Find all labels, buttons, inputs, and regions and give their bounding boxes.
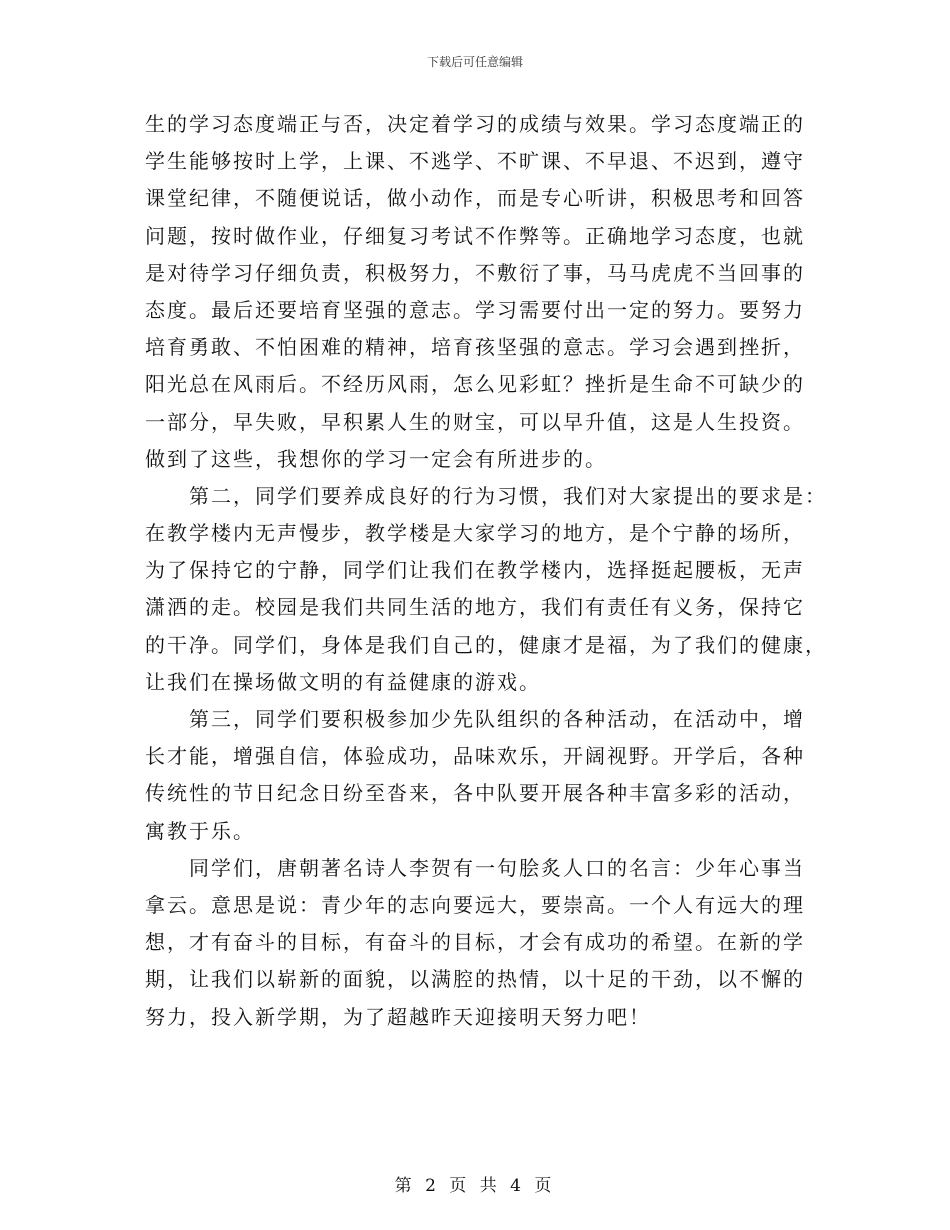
paragraph-start-line: 第三，同学们要积极参加少先队组织的各种活动，在活动中，增	[189, 707, 805, 731]
text-line: 让我们在操场做文明的有益健康的游戏。	[145, 669, 541, 694]
text-line: 培育勇敢、不怕困难的精神，培育孩坚强的意志。学习会遇到挫折，	[145, 335, 805, 360]
page-number: 第 2 页 共 4 页	[394, 1176, 556, 1196]
text-line: 课堂纪律，不随便说话，做小动作，而是专心听讲，积极思考和回答	[145, 186, 805, 211]
page-header: 下载后可任意编辑	[426, 55, 523, 69]
text-line: 在教学楼内无声慢步，教学楼是大家学习的地方，是个宁静的场所，	[145, 521, 805, 546]
text-line: 努力，投入新学期，为了超越昨天迎接明天努力吧！	[145, 1004, 651, 1029]
text-line: 态度。最后还要培育坚强的意志。学习需要付出一定的努力。要努力	[145, 297, 805, 322]
text-line: 阳光总在风雨后。不经历风雨，怎么见彩虹？挫折是生命不可缺少的	[145, 372, 805, 397]
text-line: 一部分，早失败，早积累人生的财宝，可以早升值，这是人生投资。	[145, 409, 805, 434]
text-line: 是对待学习仔细负责，积极努力，不敷衍了事，马马虎虎不当回事的	[145, 260, 805, 285]
text-line: 生的学习态度端正与否，决定着学习的成绩与效果。学习态度端正的	[145, 112, 805, 136]
text-line: 做到了这些，我想你的学习一定会有所进步的。	[145, 446, 607, 471]
text-line: 期，让我们以崭新的面貌，以满腔的热情，以十足的干劲，以不懈的	[145, 967, 805, 992]
text-line: 学生能够按时上学，上课、不逃学、不旷课、不早退、不迟到，遵守	[145, 149, 805, 174]
text-line: 拿云。意思是说：青少年的志向要远大，要崇高。一个人有远大的理	[145, 892, 805, 917]
text-line: 寓教于乐。	[145, 818, 255, 843]
text-line: 的干净。同学们，身体是我们自己的，健康才是福，为了我们的健康，	[145, 632, 827, 657]
text-line: 问题，按时做作业，仔细复习考试不作弊等。正确地学习态度，也就	[145, 223, 805, 248]
text-line: 潇洒的走。校园是我们共同生活的地方，我们有责任有义务，保持它	[145, 595, 805, 620]
paragraph-start-line: 同学们，唐朝著名诗人李贺有一句脍炙人口的名言：少年心事当	[189, 855, 805, 880]
body-text	[145, 106, 827, 1036]
text-line: 传统性的节日纪念日纷至沓来，各中队要开展各种丰富多彩的活动，	[145, 781, 805, 806]
text-line: 想，才有奋斗的目标，有奋斗的目标，才会有成功的希望。在新的学	[145, 930, 805, 955]
text-line: 长才能，增强自信，体验成功，品味欢乐，开阔视野。开学后，各种	[145, 744, 805, 769]
paragraph-start-line: 第二，同学们要养成良好的行为习惯，我们对大家提出的要求是：	[189, 483, 827, 508]
text-line: 为了保持它的宁静，同学们让我们在教学楼内，选择挺起腰板，无声	[145, 558, 805, 583]
